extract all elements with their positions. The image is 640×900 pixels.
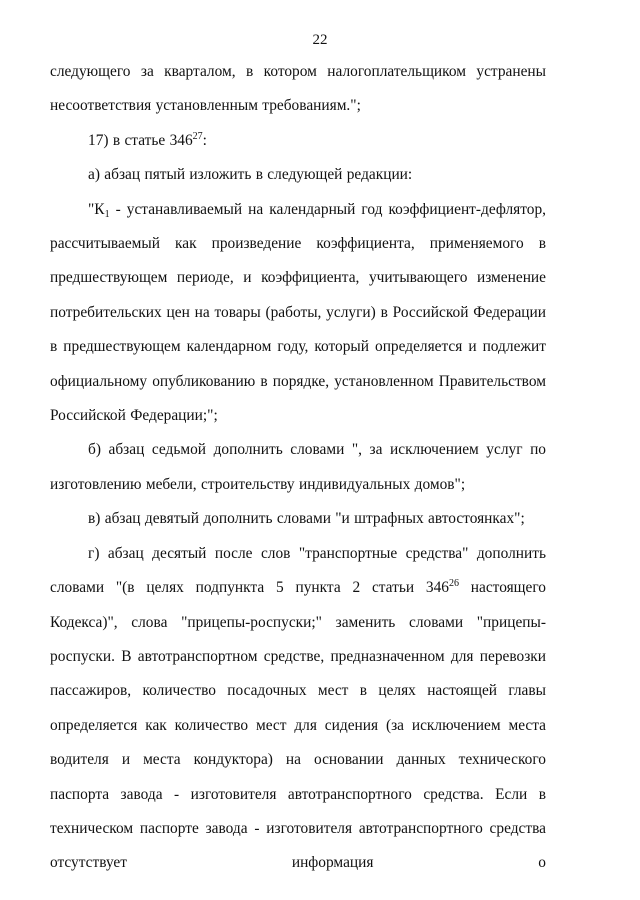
page-number: 22: [312, 32, 328, 48]
subitem-g-text-rest: настоящего Кодекса)", слова "прицепы-роспуски;" заменить словами "прицепы-роспуски. В автотранспортном средстве, предназначенном для перевозки пассажиров, количество посадочных мест в целях настоящей главы определяется как количество мест для сидения (за исключением места водителя и места кондуктора) на основании данных технического паспорта завода - изготовителя автотранспортного средства. Если в техническом паспорте завода - изготовителя автотранспортного средства отсутствует информация о: [50, 579, 546, 872]
paragraph-continuation: следующего за кварталом, в котором налогоплательщиком устранены несоответствия установленным требованиям.";: [50, 63, 546, 115]
paragraph-item-17: [50, 124, 546, 158]
paragraph-subitem-g: [50, 537, 546, 881]
article-superscript-26: 26: [448, 578, 459, 590]
document-body: [50, 55, 546, 881]
paragraph-subitem-v: в) абзац девятый дополнить словами "и штрафных автостоянках";: [88, 510, 525, 528]
item-17-text: 17) в статье 346: [88, 131, 193, 149]
subitem-g-text-start: г) абзац десятый после слов "транспортные средства" дополнить словами "(в целях подпункта 5 пункта 2 статьи 346: [50, 544, 546, 597]
paragraph-subitem-a: а) абзац пятый изложить в следующей редакции:: [88, 166, 413, 184]
item-17-colon: :: [202, 131, 207, 149]
paragraph-k1-definition: [50, 193, 546, 434]
k1-symbol: "К: [88, 200, 105, 218]
k1-definition-text: - устанавливаемый на календарный год коэффициент-дефлятор, рассчитываемый как произведение коэффициента, применяемого в предшествующем периоде, и коэффициента, учитывающего изменение потребительских цен на товары (работы, услуги) в Российской Федерации в предшествующем календарном году, который определяется и подлежит официальному опубликованию в порядке, установленном Правительством Российской Федерации;";: [50, 200, 546, 425]
paragraph-subitem-b: б) абзац седьмой дополнить словами ", за исключением услуг по изготовлению мебели, строительству индивидуальных домов";: [50, 441, 546, 493]
k1-subscript: 1: [104, 208, 110, 220]
article-superscript: 27: [192, 130, 203, 142]
